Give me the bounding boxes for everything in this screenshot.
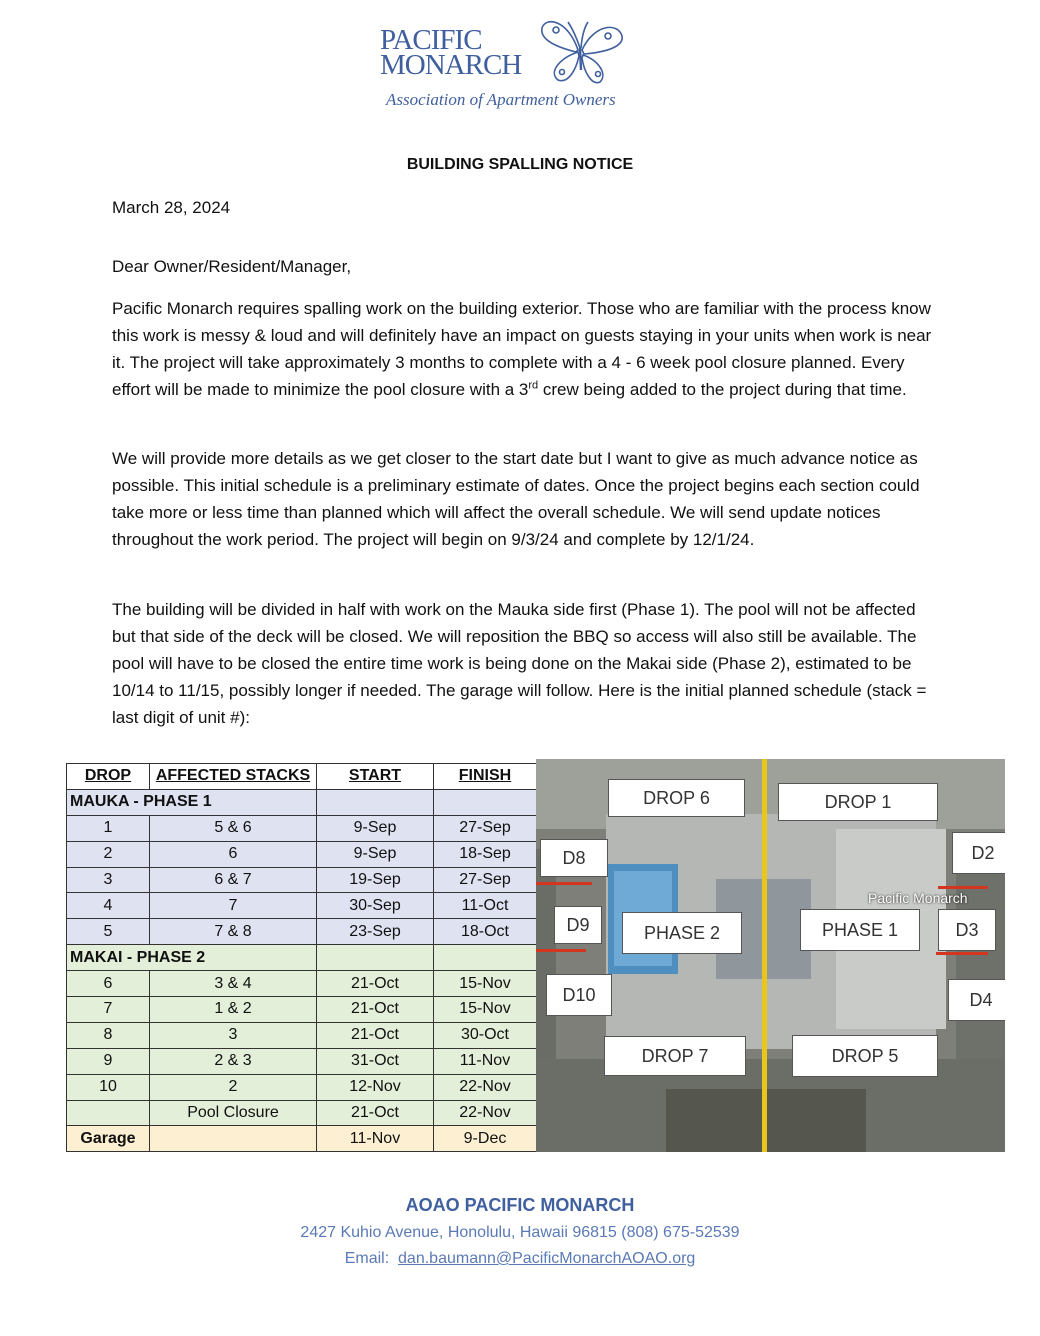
cell-drop: 3 xyxy=(67,867,150,893)
section-row-makai xyxy=(67,945,537,971)
cell-drop: 10 xyxy=(67,1074,150,1100)
table-row xyxy=(67,867,537,893)
logo-line1: PACIFIC xyxy=(380,24,482,56)
cell-start: 21-Oct xyxy=(317,971,434,997)
cell-stacks xyxy=(150,1126,317,1152)
superscript-rd: rd xyxy=(528,379,539,392)
cell-drop: 9 xyxy=(67,1048,150,1074)
map-label-drop6: DROP 6 xyxy=(608,779,745,817)
table-row xyxy=(67,997,537,1023)
paragraph-intro-end: crew being added to the project during that time. xyxy=(538,380,907,399)
paragraph-phases: The building will be divided in half with work on the Mauka side first (Phase 1). The pool will not be affected but that side of the deck will be closed. We will reposition the BBQ so access will also still be available. The pool will have to be closed the entire time work is being done on the Makai side (Phase 2), estimated to be 10/14 to 11/15, possibly longer if needed. The garage will follow. Here is the initial planned schedule (stack = last digit of unit #): xyxy=(112,600,927,727)
table-row xyxy=(67,1048,537,1074)
section-label-makai: MAKAI - PHASE 2 xyxy=(67,945,317,971)
map-label-d2: D2 xyxy=(952,832,1005,874)
footer-email-link[interactable]: dan.baumann@PacificMonarchAOAO.org xyxy=(398,1250,696,1267)
paragraph-schedule-notice: We will provide more details as we get closer to the start date but I want to give as much advance notice as possible. This initial schedule is a preliminary estimate of dates. Once the project begins each section could take more or less time than planned which will affect the overall schedule. We will send update notices throughout the work period. The project will begin on 9/3/24 and complete by 12/1/24. xyxy=(112,449,920,549)
cell-drop: 1 xyxy=(67,815,150,841)
cell-start: 19-Sep xyxy=(317,867,434,893)
cell-finish: 11-Nov xyxy=(434,1048,537,1074)
table-row xyxy=(67,815,537,841)
map-label-d9: D9 xyxy=(554,906,602,944)
table-row-garage xyxy=(67,1126,537,1152)
cell-stacks: 1 & 2 xyxy=(150,997,317,1023)
cell-drop: 8 xyxy=(67,1022,150,1048)
cell-start: 21-Oct xyxy=(317,1100,434,1126)
section-label-mauka: MAUKA - PHASE 1 xyxy=(67,789,317,815)
cell-finish: 15-Nov xyxy=(434,971,537,997)
cell-start: 11-Nov xyxy=(317,1126,434,1152)
cell-stacks: 5 & 6 xyxy=(150,815,317,841)
map-label-drop5: DROP 5 xyxy=(792,1035,938,1077)
empty-cell xyxy=(434,945,537,971)
empty-cell xyxy=(434,789,537,815)
map-label-d8: D8 xyxy=(540,839,608,877)
map-label-drop7: DROP 7 xyxy=(604,1036,746,1076)
logo-line2: MONARCH xyxy=(380,49,522,81)
col-header-stacks: AFFECTED STACKS xyxy=(150,764,317,790)
schedule-table xyxy=(66,763,537,1152)
table-row xyxy=(67,919,537,945)
cell-stacks: 6 & 7 xyxy=(150,867,317,893)
map-label-phase1: PHASE 1 xyxy=(800,909,920,951)
cell-drop: Garage xyxy=(67,1126,150,1152)
cell-stacks: Pool Closure xyxy=(150,1100,317,1126)
cell-finish: 18-Sep xyxy=(434,841,537,867)
col-header-drop: DROP xyxy=(67,764,150,790)
greeting: Dear Owner/Resident/Manager, xyxy=(112,257,352,276)
footer-address: 2427 Kuhio Avenue, Honolulu, Hawaii 96815 (808) 675-52539 xyxy=(300,1224,740,1241)
map-label-d10: D10 xyxy=(546,974,612,1016)
footer-org-name: AOAO PACIFIC MONARCH xyxy=(405,1195,635,1215)
col-header-start: START xyxy=(317,764,434,790)
cell-finish: 22-Nov xyxy=(434,1100,537,1126)
butterfly-icon xyxy=(538,10,628,86)
footer-email-line xyxy=(0,1250,1040,1268)
section-row-mauka xyxy=(67,789,537,815)
cell-stacks: 2 xyxy=(150,1074,317,1100)
cell-finish: 27-Sep xyxy=(434,815,537,841)
notice-title: BUILDING SPALLING NOTICE xyxy=(406,156,634,173)
cell-start: 30-Sep xyxy=(317,893,434,919)
paragraph-intro xyxy=(112,295,932,403)
col-header-finish: FINISH xyxy=(434,764,537,790)
cell-drop: 6 xyxy=(67,971,150,997)
cell-start: 23-Sep xyxy=(317,919,434,945)
cell-start: 9-Sep xyxy=(317,815,434,841)
cell-finish: 30-Oct xyxy=(434,1022,537,1048)
empty-cell xyxy=(317,789,434,815)
cell-drop: 7 xyxy=(67,997,150,1023)
cell-finish: 22-Nov xyxy=(434,1074,537,1100)
map-label-d4: D4 xyxy=(948,979,1005,1021)
paragraph-intro-text: Pacific Monarch requires spalling work on the building exterior. Those who are familiar with the process know this work is messy & loud and will definitely have an impact on guests staying in your units when work is near it. The project will take approximately 3 months to complete with a 4 - 6 week pool closure planned. Every effort will be made to minimize the pool closure with a 3 xyxy=(112,299,932,399)
cell-start: 31-Oct xyxy=(317,1048,434,1074)
cell-start: 9-Sep xyxy=(317,841,434,867)
aerial-site-map xyxy=(536,759,1005,1152)
association-logo xyxy=(380,6,670,118)
map-label-drop1: DROP 1 xyxy=(778,783,938,821)
cell-start: 21-Oct xyxy=(317,997,434,1023)
map-label-phase2: PHASE 2 xyxy=(622,912,742,954)
footer-email-label: Email: xyxy=(344,1250,390,1267)
table-row xyxy=(67,971,537,997)
table-row xyxy=(67,1074,537,1100)
cell-stacks: 7 & 8 xyxy=(150,919,317,945)
logo-wordmark xyxy=(380,24,522,81)
building-name-overlay: Pacific Monarch xyxy=(868,890,968,906)
cell-stacks: 6 xyxy=(150,841,317,867)
cell-drop: 5 xyxy=(67,919,150,945)
cell-finish: 15-Nov xyxy=(434,997,537,1023)
table-row xyxy=(67,841,537,867)
cell-stacks: 2 & 3 xyxy=(150,1048,317,1074)
table-row-pool-closure xyxy=(67,1100,537,1126)
table-row xyxy=(67,1022,537,1048)
cell-stacks: 3 & 4 xyxy=(150,971,317,997)
cell-drop: 4 xyxy=(67,893,150,919)
map-label-d3: D3 xyxy=(938,909,996,951)
table-header-row xyxy=(67,764,537,790)
cell-finish: 9-Dec xyxy=(434,1126,537,1152)
cell-finish: 27-Sep xyxy=(434,867,537,893)
empty-cell xyxy=(317,945,434,971)
cell-finish: 11-Oct xyxy=(434,893,537,919)
table-row xyxy=(67,893,537,919)
cell-drop xyxy=(67,1100,150,1126)
logo-subtitle: Association of Apartment Owners xyxy=(386,90,616,109)
cell-stacks: 7 xyxy=(150,893,317,919)
notice-date: March 28, 2024 xyxy=(112,198,231,217)
cell-drop: 2 xyxy=(67,841,150,867)
cell-stacks: 3 xyxy=(150,1022,317,1048)
cell-start: 12-Nov xyxy=(317,1074,434,1100)
cell-finish: 18-Oct xyxy=(434,919,537,945)
cell-start: 21-Oct xyxy=(317,1022,434,1048)
